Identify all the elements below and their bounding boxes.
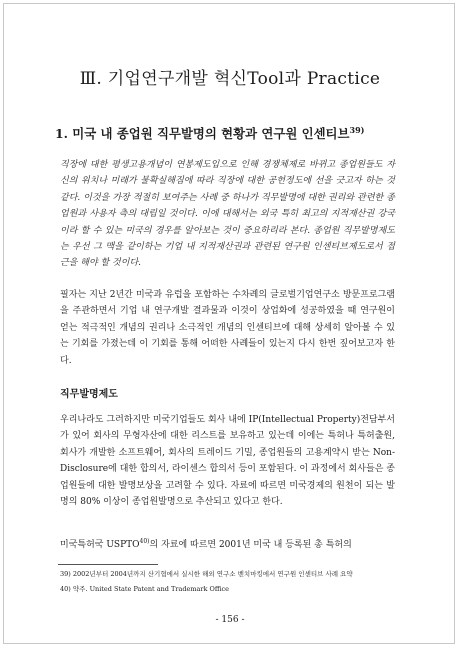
- footnote-ref-39: 39): [349, 124, 365, 135]
- body-paragraph-3: [60, 534, 395, 553]
- body-paragraph-2: 우리나라도 그러하지만 미국기업들도 회사 내에 IP(Intellectual Property)전담부서가 있어 회사의 무형자산에 대한 리스트를 보유하고 있는데 이에는 특허나 특허출원, 회사가 개발한 소프트웨어, 회사의 트레이드 기밀, 종업원들의 고용계약시 받는 Non-Disclosure에 대한 합의서, 라이센스 합의서 등이 포함된다. 이 과정에서 회사들은 종업원들에 대한 발명보상을 고려할 수 있다. 자료에 따르면 미국경제의 원천이 되는 발명의 80% 이상이 종업원발명으로 추산되고 있다고 한다.: [60, 415, 395, 508]
- chapter-title: Ⅲ. 기업연구개발 혁신Tool과 Practice: [79, 69, 381, 89]
- section-title: [55, 124, 425, 142]
- para3-end: 의 자료에 따르면 2001년 미국 내 등록된 총 특허의: [149, 540, 352, 550]
- footnote-ref-40: 40): [139, 538, 150, 545]
- page-number: - 156 -: [215, 615, 245, 625]
- para3-start: 미국특허국 USPTO: [60, 540, 140, 550]
- intro-paragraph: 직장에 대한 평생고용개념이 연봉제도입으로 인해 경쟁체제로 바뀌고 종업원들도 자신의 위치나 미래가 불확실해짐에 따라 직장에 대한 공헌정도에 선을 긋고자 하는 것 같다. 이것을 가장 적절히 보여주는 사례 중 하나가 직무발명에 대한 권리와 관련한 종업원과 사용자 측의 대립일 것이다. 이에 대해서는 외국 특히 최고의 지적재산권 강국이라 할 수 있는 미국의 경우를 알아보는 것이 중요하리라 본다. 종업원 직무발명제도는 우선 그 맥을 같이하는 기업 내 지적재산권과 관련된 연구원 인센티브제도로서 접근을 해야 할 것이다.: [60, 160, 395, 269]
- footnote-rule: [58, 564, 158, 565]
- subheading: 직무발명제도: [60, 389, 118, 400]
- section-title-text: 1. 미국 내 종업원 직무발명의 현황과 연구원 인센티브: [55, 126, 350, 141]
- body-paragraph-1: 필자는 지난 2년간 미국과 유럽을 포함하는 수차례의 글로벌기업연구소 방문프로그램을 주관하면서 기업 내 연구개발 결과물과 이것이 상업화에 성공하였을 때 연구원이 얻는 적극적인 개념의 권리나 소극적인 개념의 인센티브에 대해 상세히 알아볼 수 있는 기회를 가졌는데 이 기회를 통해 어떠한 사례들이 있는지 다시 한번 짚어보고자 한다.: [60, 290, 395, 366]
- footnote-39: 39) 2002년부터 2004년까지 산기협에서 실시한 해외 연구소 벤치마킹에서 연구원 인센티브 사례 요약: [60, 570, 353, 578]
- footnote-40: 40) 약주. United State Patent and Trademark Office: [60, 585, 230, 593]
